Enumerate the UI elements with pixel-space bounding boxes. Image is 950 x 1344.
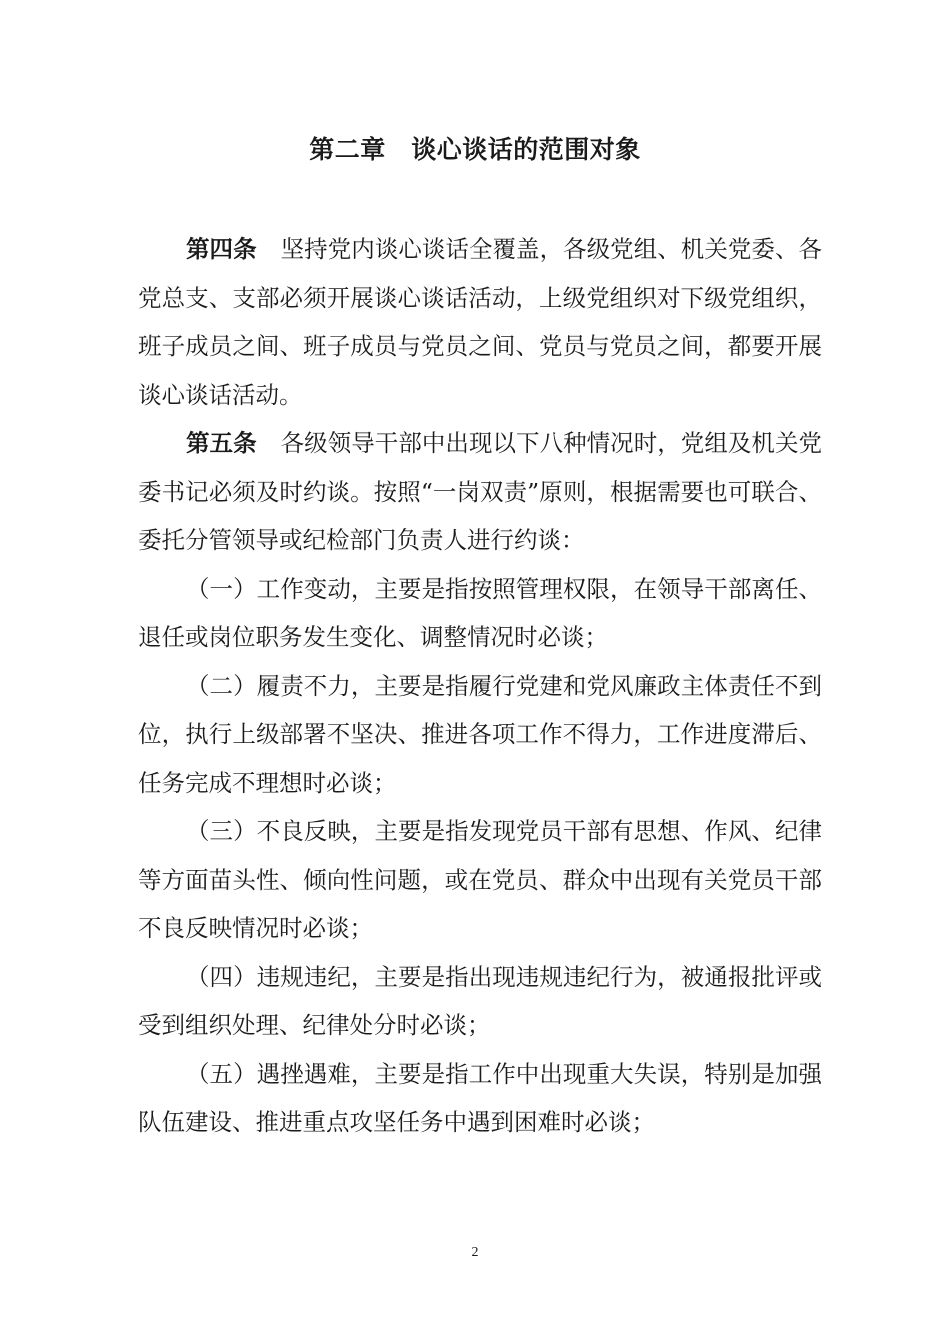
document-body	[138, 225, 822, 1147]
list-item-3: （三）不良反映，主要是指发现党员干部有思想、作风、纪律等方面苗头性、倾向性问题，或在党员、群众中出现有关党员干部不良反映情况时必谈；	[138, 817, 822, 942]
article-5-text: 各级领导干部中出现以下八种情况时，党组及机关党委书记必须及时约谈。按照“一岗双责”原则，根据需要也可联合、委托分管领导或纪检部门负责人进行约谈：	[138, 429, 823, 554]
article-4-label: 第四条	[186, 235, 257, 263]
article-5	[138, 419, 822, 565]
list-item-1: （一）工作变动，主要是指按照管理权限，在领导干部离任、退任或岗位职务发生变化、调整情况时必谈；	[138, 574, 822, 651]
article-4-text: 坚持党内谈心谈话全覆盖，各级党组、机关党委、各党总支、支部必须开展谈心谈话活动，上级党组织对下级党组织，班子成员之间、班子成员与党员之间、党员与党员之间，都要开展谈心谈话活动。	[138, 235, 823, 409]
list-item-5: （五）遇挫遇难，主要是指工作中出现重大失误，特别是加强队伍建设、推进重点攻坚任务中遇到困难时必谈；	[138, 1059, 822, 1136]
list-item-2: （二）履责不力，主要是指履行党建和党风廉政主体责任不到位，执行上级部署不坚决、推进各项工作不得力，工作进度滞后、任务完成不理想时必谈；	[138, 671, 822, 797]
article-5-label: 第五条	[186, 429, 257, 457]
list-item-4: （四）违规违纪，主要是指出现违规违纪行为，被通报批评或受到组织处理、纪律处分时必谈；	[138, 962, 822, 1039]
page-number: 2	[471, 1245, 479, 1260]
chapter-title: 第二章 谈心谈话的范围对象	[309, 135, 641, 164]
article-4	[138, 225, 822, 419]
